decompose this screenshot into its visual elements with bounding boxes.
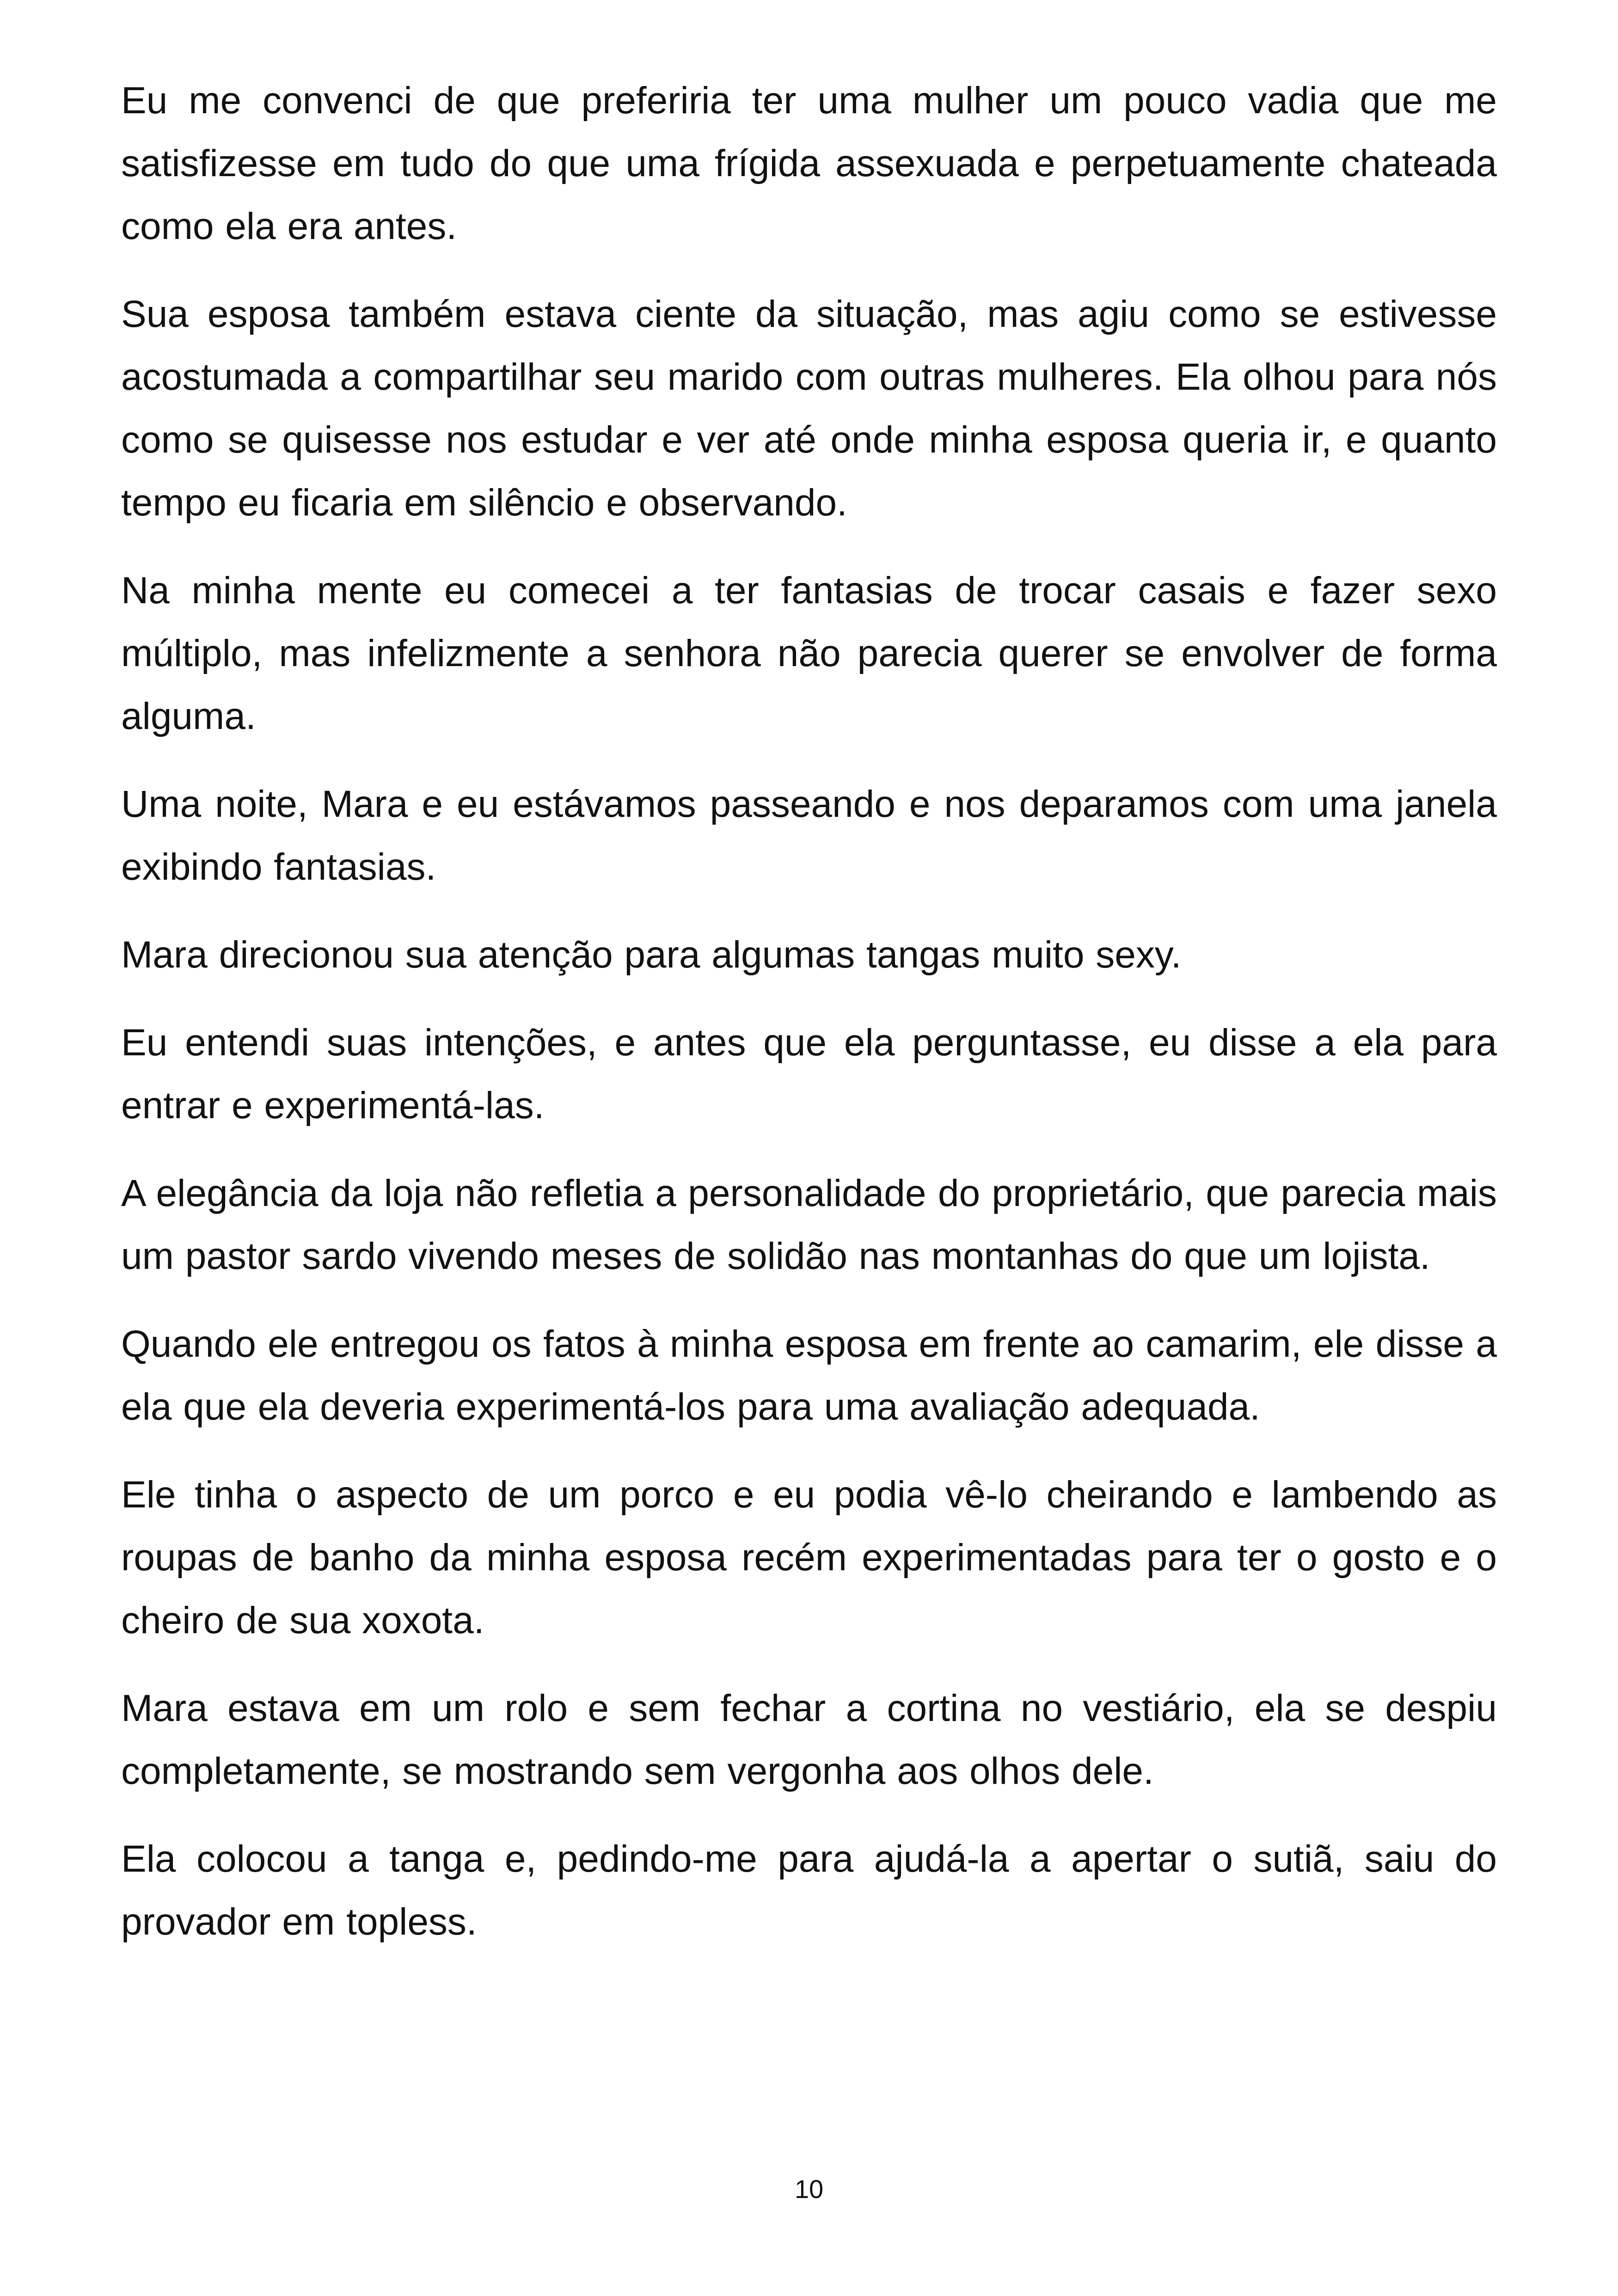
page-number: 10: [794, 2174, 824, 2204]
paragraph-5: Mara direcionou sua atenção para algumas tangas muito sexy.: [121, 934, 1182, 976]
paragraph-3: Na minha mente eu comecei a ter fantasias de trocar casais e fazer sexo múltiplo, mas infelizmente a senhora não parecia querer se envolver de forma alguma.: [121, 569, 1497, 737]
paragraph-2: Sua esposa também estava ciente da situação, mas agiu como se estivesse acostumada a compartilhar seu marido com outras mulheres. Ela olhou para nós como se quisesse nos estudar e ver até onde minha esposa queria ir, e quanto tempo eu ficaria em silêncio e observando.: [121, 293, 1497, 524]
paragraph-11: Ela colocou a tanga e, pedindo-me para ajudá-la a apertar o sutiã, saiu do provador em topless.: [121, 1838, 1497, 1943]
paragraph-7: A elegância da loja não refletia a personalidade do proprietário, que parecia mais um pastor sardo vivendo meses de solidão nas montanhas do que um lojista.: [121, 1172, 1497, 1277]
paragraph-10: Mara estava em um rolo e sem fechar a cortina no vestiário, ela se despiu completamente, se mostrando sem vergonha aos olhos dele.: [121, 1687, 1497, 1792]
paragraph-1: Eu me convenci de que preferiria ter uma mulher um pouco vadia que me satisfizesse em tudo do que uma frígida assexuada e perpetuamente chateada como ela era antes.: [121, 80, 1497, 247]
paragraph-8: Quando ele entregou os fatos à minha esposa em frente ao camarim, ele disse a ela que ela deveria experimentá-los para uma avaliação adequada.: [121, 1323, 1497, 1428]
paragraph-6: Eu entendi suas intenções, e antes que ela perguntasse, eu disse a ela para entrar e experimentá-las.: [121, 1022, 1497, 1127]
paragraph-9: Ele tinha o aspecto de um porco e eu podia vê-lo cheirando e lambendo as roupas de banho da minha esposa recém experimentadas para ter o gosto e o cheiro de sua xoxota.: [121, 1474, 1497, 1641]
paragraph-4: Uma noite, Mara e eu estávamos passeando e nos deparamos com uma janela exibindo fantasias.: [121, 783, 1497, 888]
text-body: [121, 69, 1497, 1978]
